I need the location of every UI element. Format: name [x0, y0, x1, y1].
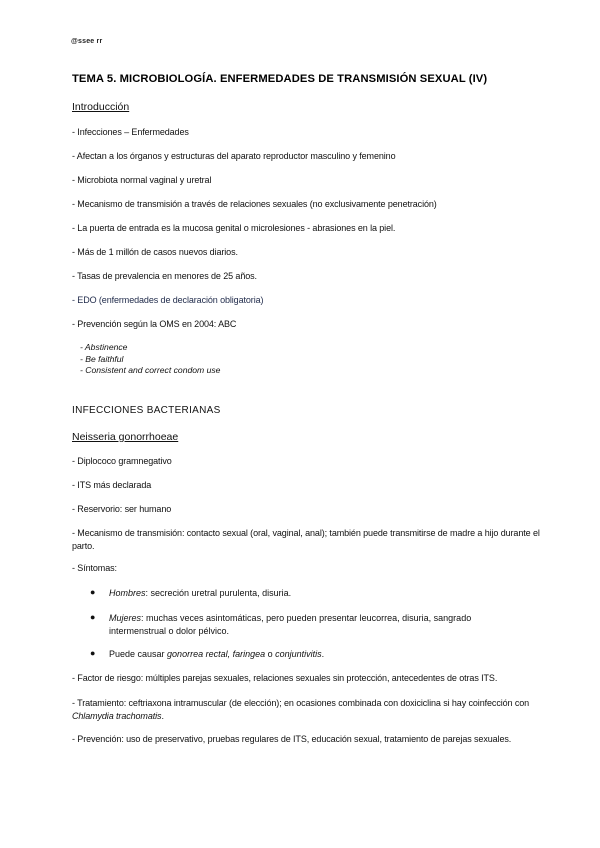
- symptom-hombres: [109, 587, 529, 600]
- intro-line: - Microbiota normal vaginal y uretral: [72, 175, 212, 185]
- organism-heading: Neisseria gonorrhoeae: [72, 431, 179, 443]
- intro-line: - Afectan a los órganos y estructuras del aparato reproductor masculino y femenino: [72, 151, 396, 161]
- bullet-icon: ●: [90, 648, 96, 658]
- symptom-label: Hombres: [109, 588, 146, 598]
- page-title: TEMA 5. MICROBIOLOGÍA. ENFERMEDADES DE TRANSMISIÓN SEXUAL (IV): [72, 73, 488, 85]
- intro-line: - La puerta de entrada es la mucosa genital o microlesiones - abrasiones en la piel.: [72, 223, 396, 233]
- symptom-text: Puede causar: [109, 649, 168, 659]
- section-heading-introduccion: Introducción: [72, 101, 130, 113]
- abc-list: [80, 342, 220, 377]
- bacterial-line: - Diplococo gramnegativo: [72, 456, 172, 466]
- abc-item: - Be faithful: [80, 353, 124, 364]
- abc-item: - Abstinence: [80, 342, 128, 352]
- symptom-text: o: [265, 649, 276, 659]
- symptom-text: .: [321, 649, 325, 659]
- symptom-mujeres: [109, 612, 529, 637]
- treatment-text: - Tratamiento: ceftriaxona intramuscular (de elección); en ocasiones combinada con doxiciclina si hay coinfección con: [72, 698, 530, 708]
- symptom-text: : secreción uretral purulenta, disuria.: [145, 588, 292, 598]
- prevention-line: - Prevención: uso de preservativo, pruebas regulares de ITS, educación sexual, tratamiento de parejas sexuales.: [72, 734, 512, 744]
- symptom-em: conjuntivitis: [275, 649, 322, 659]
- intro-line: - Tasas de prevalencia en menores de 25 años.: [72, 271, 257, 281]
- treatment-end: .: [161, 710, 164, 721]
- symptom-em: gonorrea rectal, faringea: [167, 649, 266, 659]
- intro-line: - Mecanismo de transmisión a través de relaciones sexuales (no exclusivamente penetración): [72, 199, 437, 209]
- symptom-text: : muchas veces asintomáticas, pero pueden presentar leucorrea, disuria, sangrado intermenstrual o dolor pélvico.: [109, 613, 472, 636]
- abc-item: - Consistent and correct condom use: [80, 365, 221, 375]
- bullet-icon: ●: [90, 612, 96, 622]
- bacterial-line: - ITS más declarada: [72, 480, 152, 490]
- watermark: @ssee rr: [71, 38, 103, 45]
- symptom-complications: [109, 648, 529, 661]
- intro-line: - Infecciones – Enfermedades: [72, 127, 189, 137]
- intro-line-edo: - EDO (enfermedades de declaración obligatoria): [72, 295, 264, 305]
- bullet-icon: ●: [90, 587, 96, 597]
- risk-factor-line: - Factor de riesgo: múltiples parejas sexuales, relaciones sexuales sin protección, antecedentes de otras ITS.: [72, 673, 498, 683]
- intro-line: - Más de 1 millón de casos nuevos diarios.: [72, 247, 238, 257]
- symptom-label: Mujeres: [109, 613, 142, 623]
- bacterial-line: - Reservorio: ser humano: [72, 504, 172, 514]
- bacterial-line-symptoms: - Síntomas:: [72, 563, 117, 573]
- treatment-organism: Chlamydia trachomatis: [72, 710, 162, 721]
- bacterial-line-transmission: - Mecanismo de transmisión: contacto sexual (oral, vaginal, anal); también puede transmitirse de madre a hijo durante el parto.: [72, 528, 540, 551]
- treatment-line: [72, 697, 542, 722]
- section-heading-bacterial: INFECCIONES BACTERIANAS: [72, 405, 221, 416]
- intro-line: - Prevención según la OMS en 2004: ABC: [72, 319, 237, 329]
